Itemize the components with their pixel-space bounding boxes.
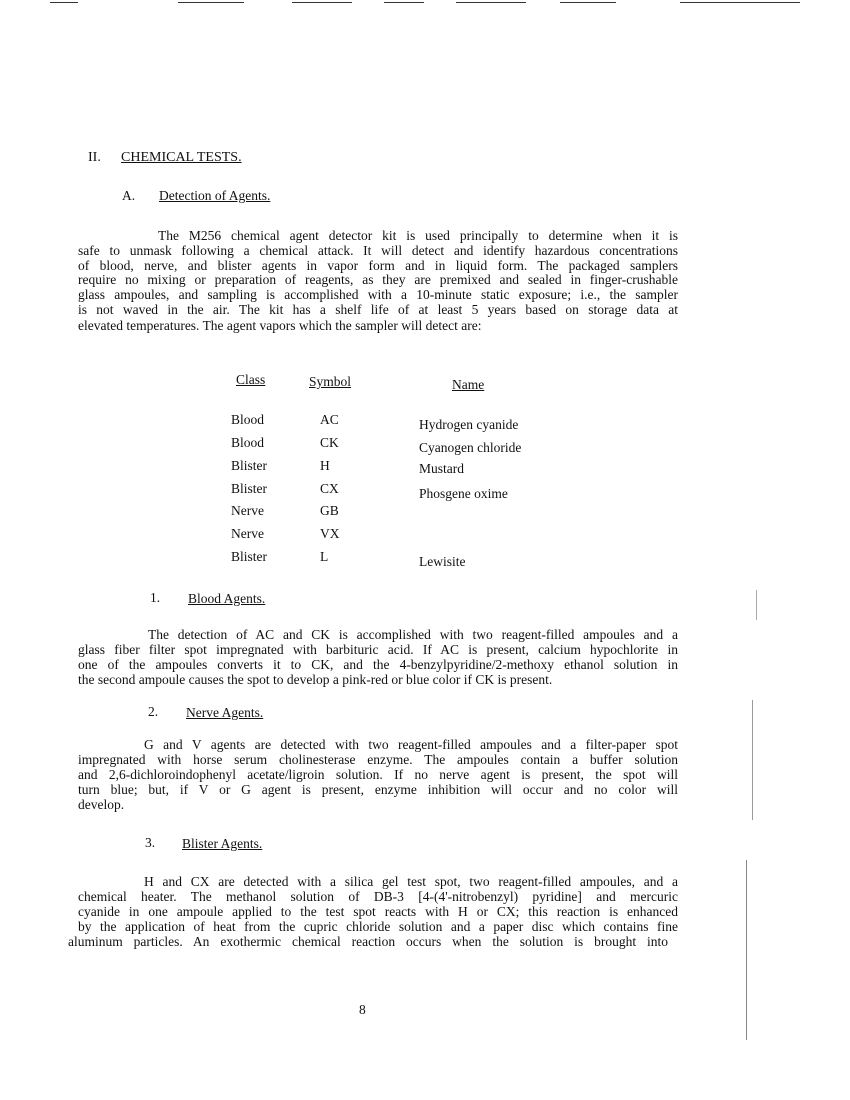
cell-name: Hydrogen cyanide <box>419 417 519 432</box>
blister-title: Blister Agents. <box>182 836 263 851</box>
header-name: Name <box>452 377 485 392</box>
text-line: impregnated with horse serum cholinesterase enzyme. The ampoules contain a buffer solution <box>78 752 678 767</box>
cell-name: Cyanogen chloride <box>419 440 522 455</box>
cell-class: Blood <box>231 435 265 450</box>
text-line: by the application of heat from the cupric chloride solution and a paper disc which contains fine <box>78 919 678 934</box>
scan-artifact <box>560 2 616 3</box>
blister-number: 3. <box>145 835 156 850</box>
subsection-letter: A. <box>122 188 136 203</box>
text-line: H and CX are detected with a silica gel test spot, two reagent-filled ampoules, and a <box>144 874 678 889</box>
cell-symbol: GB <box>320 503 339 518</box>
scan-artifact <box>752 700 753 820</box>
scan-artifact <box>50 2 78 3</box>
section-title: CHEMICAL TESTS. <box>121 150 242 165</box>
cell-class: Blister <box>231 549 267 564</box>
text-line: The M256 chemical agent detector kit is used principally to determine when it is <box>158 228 678 243</box>
text-line: glass fiber filter spot impregnated with barbituric acid. If AC is present, calcium hypochlorite in <box>78 642 678 657</box>
text-line: aluminum particles. An exothermic chemical reaction occurs when the solution is brought into <box>68 934 668 949</box>
cell-symbol: AC <box>320 412 339 427</box>
text-line: of blood, nerve, and blister agents in vapor form and in liquid form. The packaged samplers <box>78 258 678 273</box>
nerve-title: Nerve Agents. <box>186 705 264 720</box>
cell-class: Blister <box>231 481 267 496</box>
cell-symbol: L <box>320 549 329 564</box>
text-line: turn blue; but, if V or G agent is present, enzyme inhibition will occur and no color will <box>78 782 678 797</box>
text-line: glass ampoules, and sampling is accomplished with a 10-minute static exposure; i.e., the sampler <box>78 287 678 302</box>
cell-symbol: CX <box>320 481 339 496</box>
text-line: The detection of AC and CK is accomplished with two reagent-filled ampoules and a <box>148 627 678 642</box>
text-line: and 2,6-dichloroindophenyl acetate/ligroin solution. If no nerve agent is present, the spot will <box>78 767 678 782</box>
text-line: develop. <box>78 797 125 812</box>
scan-artifact <box>292 2 352 3</box>
text-line: chemical heater. The methanol solution of DB-3 [4-(4'-nitrobenzyl) pyridine] and mercuric <box>78 889 678 904</box>
page-number: 8 <box>359 1002 366 1017</box>
text-line: require no mixing or preparation of reagents, as they are premixed and sealed in finger-crushable <box>78 272 678 287</box>
section-number: II. <box>88 150 101 165</box>
text-line: is not waved in the air. The kit has a shelf life of at least 5 years based on storage data at <box>78 302 678 317</box>
scan-artifact <box>756 590 757 620</box>
header-symbol: Symbol <box>309 374 352 389</box>
cell-name: Mustard <box>419 461 464 476</box>
text-line: safe to unmask following a chemical attack. It will detect and identify hazardous concentrations <box>78 243 678 258</box>
cell-symbol: H <box>320 458 330 473</box>
blood-title: Blood Agents. <box>188 591 266 606</box>
cell-name: Lewisite <box>419 554 466 569</box>
text-line: one of the ampoules converts it to CK, and the 4-benzylpyridine/2-methoxy ethanol solution in <box>78 657 678 672</box>
cell-class: Nerve <box>231 503 264 518</box>
cell-class: Blister <box>231 458 267 473</box>
header-class: Class <box>236 372 266 387</box>
cell-name: Phosgene oxime <box>419 486 508 501</box>
scan-artifact <box>456 2 526 3</box>
blood-number: 1. <box>150 590 161 605</box>
cell-class: Blood <box>231 412 265 427</box>
scan-artifact <box>384 2 424 3</box>
nerve-number: 2. <box>148 704 159 719</box>
cell-class: Nerve <box>231 526 264 541</box>
scan-artifact <box>680 2 800 3</box>
text-line: elevated temperatures. The agent vapors which the sampler will detect are: <box>78 318 482 333</box>
cell-symbol: CK <box>320 435 339 450</box>
subsection-title: Detection of Agents. <box>159 188 271 203</box>
text-line: G and V agents are detected with two reagent-filled ampoules and a filter-paper spot <box>144 737 678 752</box>
text-line: the second ampoule causes the spot to develop a pink-red or blue color if CK is present. <box>78 672 553 687</box>
cell-symbol: VX <box>320 526 340 541</box>
scan-artifact <box>178 2 244 3</box>
text-line: cyanide in one ampoule applied to the test spot reacts with H or CX; this reaction is enhanced <box>78 904 678 919</box>
scan-artifact <box>746 860 747 1040</box>
